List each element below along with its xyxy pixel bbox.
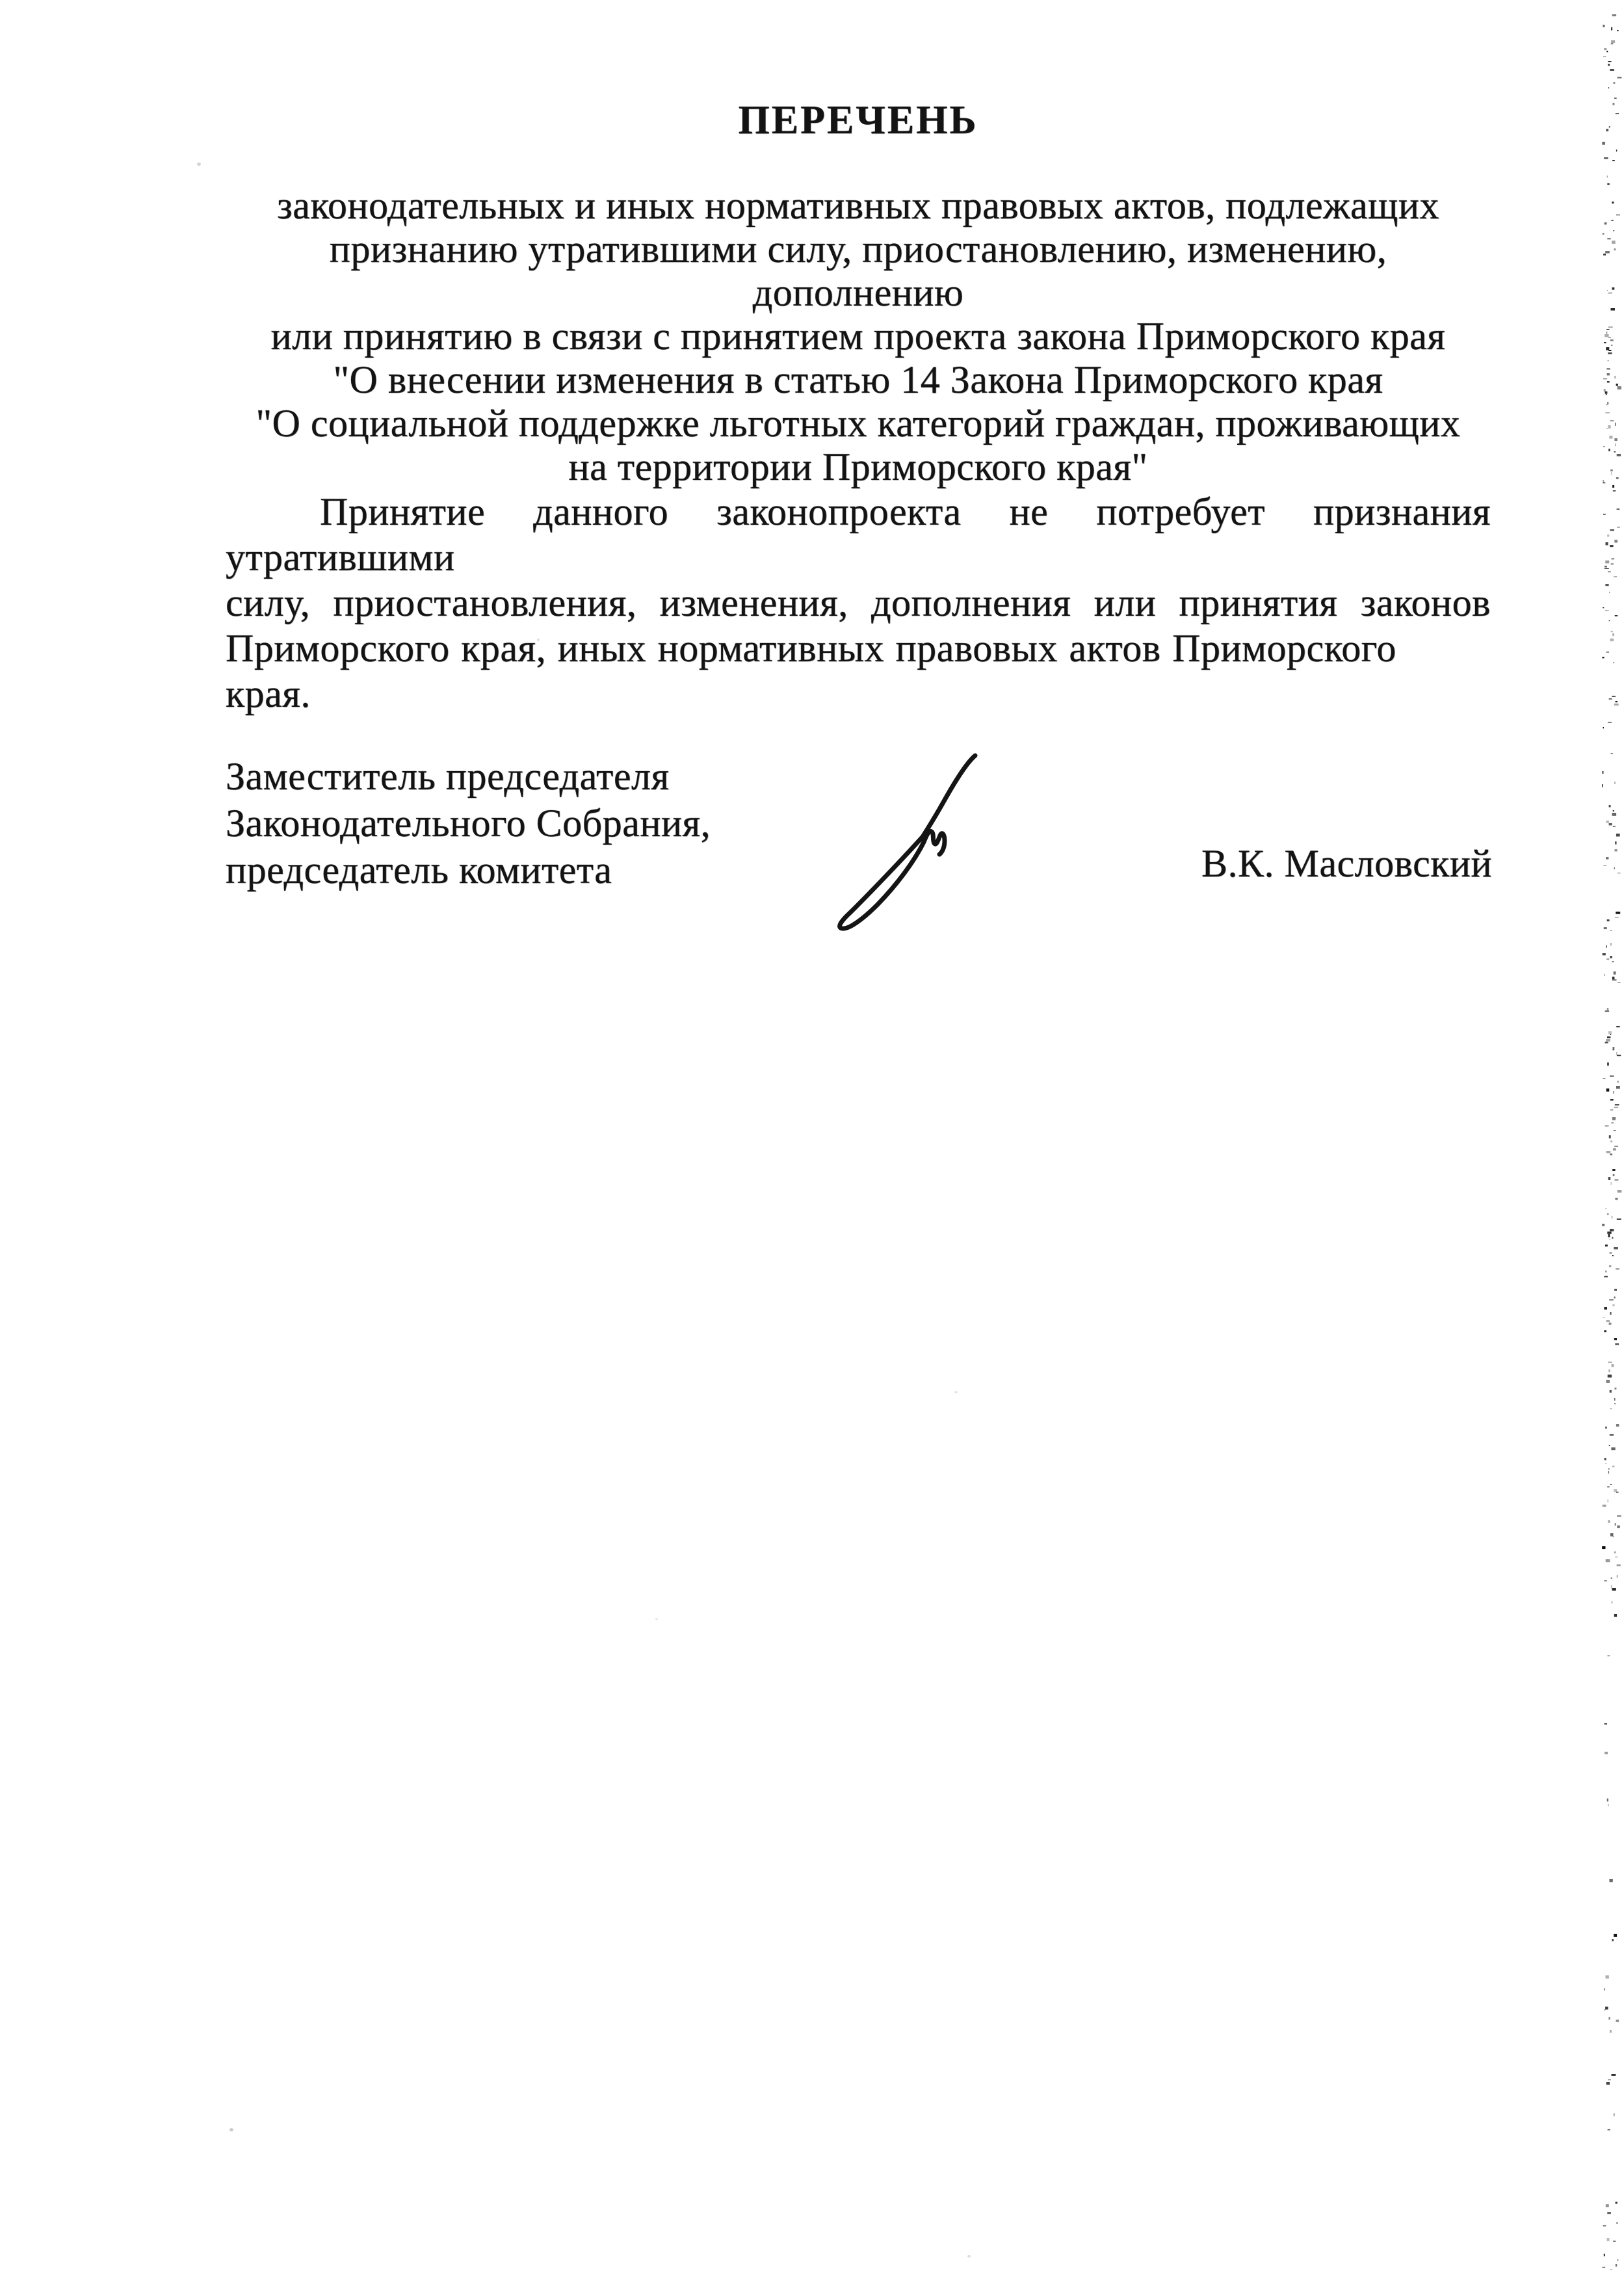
subtitle-line: или принятию в связи с принятием проекта закона Приморского края bbox=[270, 315, 1446, 358]
subtitle-line: на территории Приморского края" bbox=[568, 445, 1148, 488]
signee-name: В.К. Масловский bbox=[1201, 842, 1493, 885]
subtitle-line: "О социальной поддержке льготных категорий граждан, проживающих bbox=[255, 402, 1461, 445]
signee-role-line: Заместитель председателя bbox=[226, 755, 670, 798]
scan-speck bbox=[537, 639, 540, 641]
scan-speck bbox=[655, 1618, 658, 1620]
signee-role bbox=[226, 753, 811, 893]
body-paragraph bbox=[226, 489, 1491, 717]
handwritten-signature bbox=[819, 735, 1027, 949]
signee-role-line: Законодательного Собрания, bbox=[226, 802, 711, 845]
scan-speck bbox=[197, 163, 201, 166]
scanner-edge-noise bbox=[1598, 0, 1624, 2281]
body-line: Принятие данного законопроекта не потребует признания утратившими bbox=[226, 490, 1491, 579]
body-line: Приморского края, иных нормативных правовых актов Приморского края. bbox=[226, 627, 1396, 715]
scan-speck bbox=[229, 2128, 233, 2131]
subtitle-line: законодательных и иных нормативных правовых актов, подлежащих bbox=[277, 184, 1439, 227]
scan-speck bbox=[967, 2255, 971, 2258]
subtitle-line: "О внесении изменения в статью 14 Закона Приморского края bbox=[333, 358, 1383, 401]
body-line: силу, приостановления, изменения, дополнения или принятия законов bbox=[226, 581, 1491, 624]
scan-speck bbox=[954, 1391, 958, 1393]
signee-role-line: председатель комитета bbox=[226, 849, 612, 891]
subtitle-line: признанию утратившими силу, приостановлению, изменению, дополнению bbox=[329, 228, 1387, 314]
document-title: ПЕРЕЧЕНЬ bbox=[738, 98, 978, 142]
document-subtitle bbox=[226, 184, 1491, 489]
